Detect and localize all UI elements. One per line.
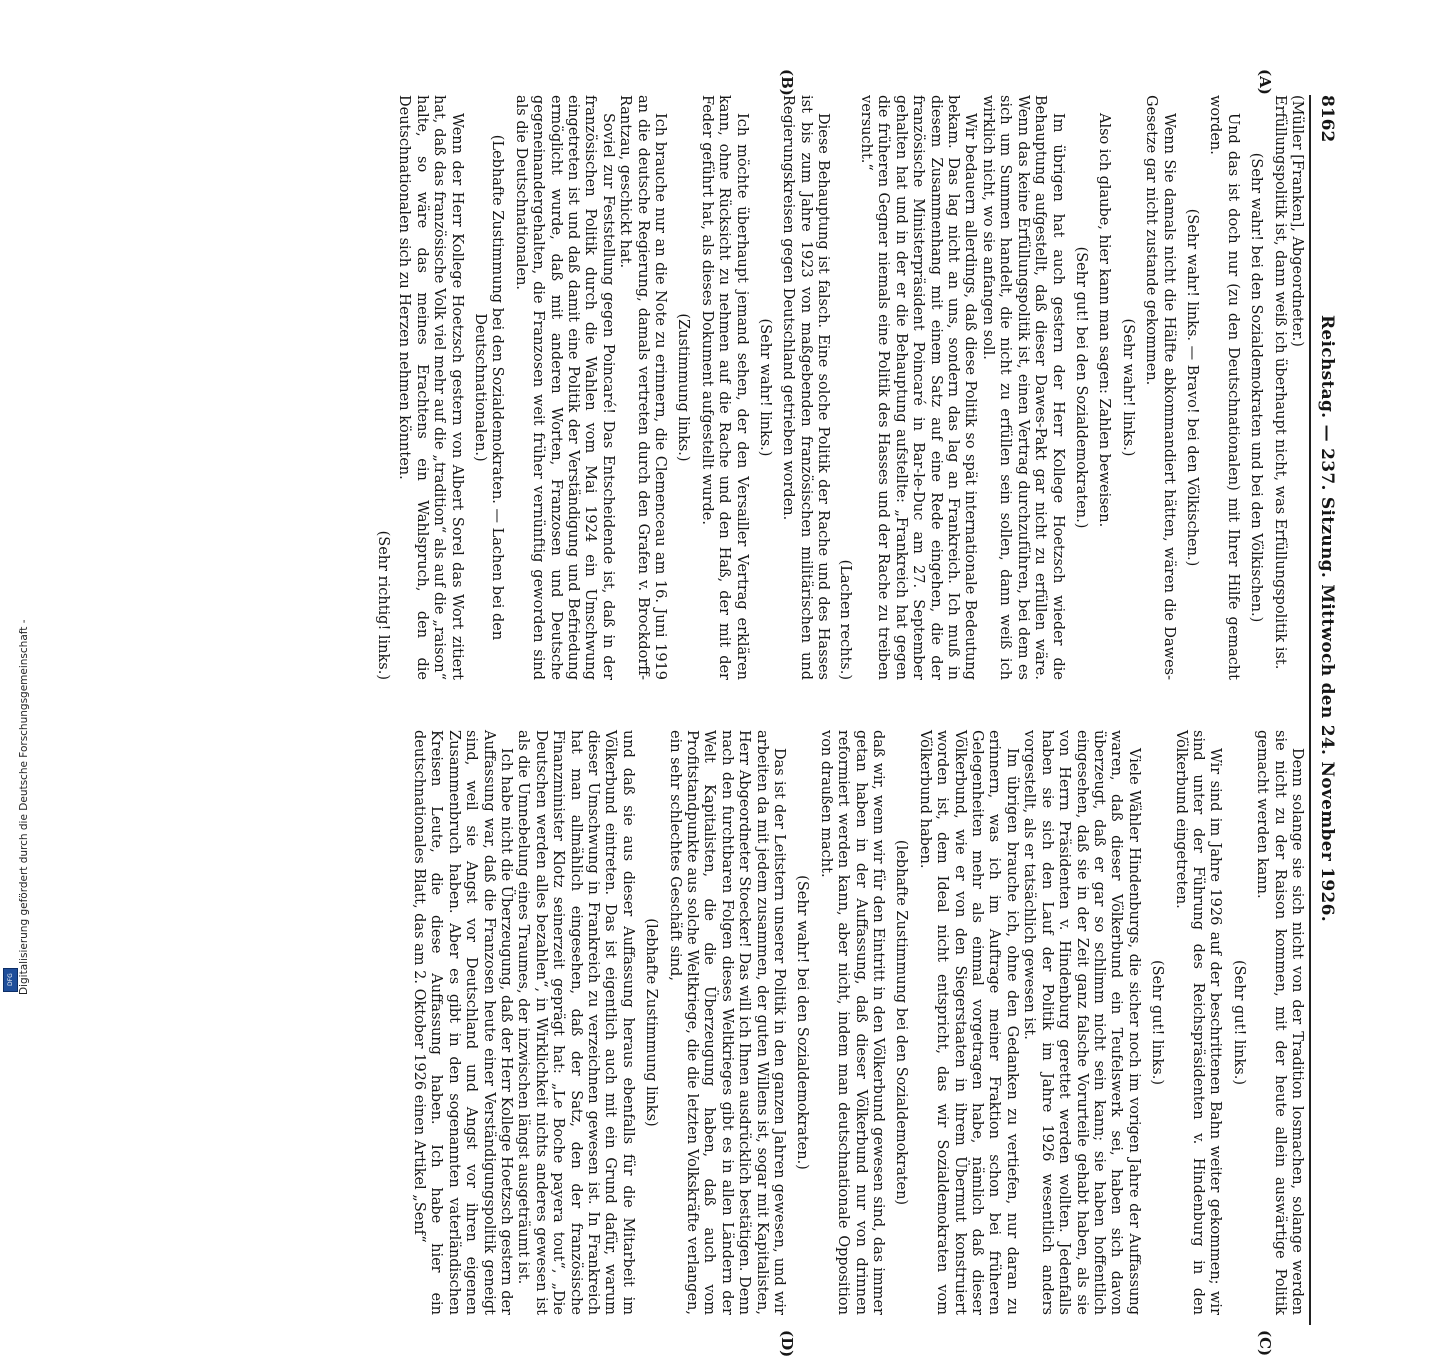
interjection: (Sehr wahr! bei den Sozialdemokraten.): [794, 875, 811, 1170]
paragraph: Erfüllungspolitik ist, dann weiß ich überhaupt nicht, was Erfüllungspolitik ist.: [1271, 95, 1288, 670]
running-head: Reichstag. — 237. Sitzung. Mittwoch den 24. November 1926.: [1317, 315, 1337, 923]
interjection: (Sehr gut! bei den Sozialdemokraten.): [1072, 246, 1089, 529]
paragraph: Ich habe nicht die Überzeugung, daß der Herr Kollege Hoetzsch gestern der Auffassung war, daß die Franzosen heute einer Verständigungspolitik geneigt sind, weil sie Angst vor Deutschland und Angst vor ihren eigenen Zusammenbruch haben. Aber es gibt in den sogenannten vaterländischen Kreisen Leute, die diese Auffassung haben. Ich habe hier ein deutschnationales Blatt, das am 2. Oktober 1926 einen Artikel „Senf“: [410, 730, 514, 1315]
paragraph: Wenn Sie damals nicht die Hälfte abkommandiert hätten, wären die Dawes-Gesetze gar nicht zustande gekommen.: [1143, 95, 1177, 680]
interjection: (Sehr wahr! links. — Bravo! bei den Völkischen.): [1183, 208, 1200, 567]
paragraph: Soviel zur Feststellung gegen Poincaré! Das Entscheidende ist, daß in der französischen Politik durch die Wahlen vom Mai 1924 ein Umschwung eingetreten ist und daß damit eine Politik der Verständigung und Befriedung ermöglicht wurde, daß mit anderen Worten, Franzosen und Deutsche gegeneinandergehalten, die Franzosen weit früher vernünftig geworden sind als die Deutschnationalen.: [512, 95, 616, 680]
paragraph: Wir sind im Jahre 1926 auf der beschrittenen Bahn weiter gekommen; wir sind unter der Führung des Reichspräsidenten v. Hindenburg in den Völkerbund eingetreten.: [1172, 730, 1224, 1315]
paragraph: Ich möchte überhaupt jemand sehen, der den Versailler Vertrag erklären kann, ohne Rücksicht zu nehmen auf die Rache und den Haß, der mit der Feder geführt hat, als dieses Dokument aufgestellt wurde.: [698, 95, 750, 680]
right-column: [410, 730, 1306, 1315]
interjection: (Sehr wahr! links.): [757, 318, 774, 457]
paragraph: Wir bedauern allerdings, daß diese Politik so spät internationale Bedeutung bekam. Das lag nicht an uns, sondern das lag an Frankreich. Ich muß in diesem Zusammenhang mit einem Satz auf eine Rede eingehen, die der französische Ministerpräsident Poincaré in Bar-le-Duc am 27. September gehalten hat und in der er die Behauptung aufstellte: „Frankreich hat gegen die früheren Gegner niemals eine Politik des Hasses und der Rache zu treiben versucht.“: [858, 95, 979, 680]
paragraph: Denn solange sie sich nicht von der Tradition losmachen, solange werden sie nicht zu der Raison kommen, mit der heute allein auswärtige Politik gemacht werden kann.: [1254, 730, 1305, 1315]
interjection: (Sehr wahr! links.): [1119, 318, 1136, 457]
interjection: (lebhafte Zustimmung bei den Sozialdemokraten): [893, 839, 910, 1206]
paragraph: Wenn der Herr Kollege Hoetzsch gestern von Albert Sorel das Wort zitiert hat, daß das französische Volk viel mehr auf die „tradition“ als auf die „raison“ halte, so wäre das meines Erachtens ein Wahlspruch, den die Deutschnationalen sich zu Herzen nehmen könnten.: [396, 95, 465, 680]
paragraph: (Müller [Franken], Abgeordneter.): [1289, 95, 1305, 347]
interjection: (Lachen rechts.): [836, 559, 853, 680]
dfg-logo: [3, 968, 18, 992]
page-header: [1313, 95, 1335, 1325]
margin-mark-c: (C): [1256, 1330, 1274, 1357]
interjection: (Lebhafte Zustimmung bei den Sozialdemokraten. — Lachen bei den Deutschnationalen.): [471, 134, 506, 641]
paragraph: daß wir, wenn wir für den Eintritt in den Völkerbund gewesen sind, das immer getan haben in der Auffassung, daß dieser Völkerbund nur von drinnen reformiert werden kann, aber nicht, indem man deutschnationale Opposition von draußen macht.: [817, 730, 887, 1315]
left-column: [370, 95, 1306, 680]
interjection: (Sehr gut! links.): [1149, 959, 1166, 1086]
interjection: (Sehr wahr! bei den Sozialdemokraten und bei den Völkischen.): [1248, 152, 1265, 623]
document-page: [105, 69, 1337, 1357]
paragraph: und daß sie aus dieser Auffassung heraus ebenfalls für die Mitarbeit im Völkerbund eintreten. Das ist eigentlich auch mit ein Grund dafür, warum dieser Umschwung in Frankreich zu verzeichnen gewesen ist. In Frankreich hat man allmählich eingesehen, daß der Satz, den der französische Finanzminister Klotz seinerzeit geprägt hat: „Le Boche payera tout“, „Die Deutschen werden alles bezahlen“, in Wirklichkeit nichts anderes gewesen ist als die Umnebelung eines Traumes, der inzwischen längst ausgeträumt ist.: [515, 730, 636, 1315]
margin-mark-b: (B): [778, 69, 796, 96]
paragraph: Also ich glaube, hier kann man sagen: Zahlen beweisen.: [1096, 113, 1113, 528]
paragraph: Das ist der Leitstern unserer Politik in den ganzen Jahren gewesen, und wir arbeiten da mit jedem zusammen, der guten Willens ist, sogar mit Kapitalisten, Herr Abgeordneter Stoecker! Das will ich Ihnen ausdrücklich bestätigen. Denn nach den furchtbaren Folgen dieses Weltkrieges gibt es in allen Ländern der Welt Kapitalisten, die die Überzeugung haben, daß auch vom Profitstandpunkte aus solche Weltkriege, die die letzten Volkskräfte verlangen, ein sehr schlechtes Geschäft sind,: [666, 730, 788, 1315]
margin-mark-d: (D): [778, 1330, 796, 1357]
paragraph: Viele Wähler Hindenburgs, die sicher noch im vorigen Jahre der Auffassung waren, daß dieser Völkerbund ein Teufelswerk sei, haben sich davon überzeugt, daß er gar so schlimm nicht sein kann; sie haben hoffentlich eingesehen, daß sie in der Zeit ganz falsche Vorurteile gehabt haben, als sie von Herrn Präsidenten v. Hindenburg gerettet werden wollten. Jedenfalls haben sie sich den Lauf der Politik im Jahre 1926 wesentlich anders vorgestellt, als er tatsächlich gewesen ist.: [1021, 730, 1142, 1315]
digitization-note: Digitalisierung gefördert durch die Deutsche Forschungsgemeinschaft -: [18, 619, 30, 995]
paragraph: Im übrigen brauche ich, ohne den Gedanken zu vertiefen, nur daran zu erinnern, was ich im Auftrage meiner Fraktion schon bei früheren Gelegenheiten mehr als einmal vorgetragen habe, nämlich daß dieser Völkerbund, wie er von den Siegerstaaten in ihrem Übermut konstruiert worden ist, dem Ideal nicht entspricht, das wir Sozialdemokraten vom Völkerbund haben.: [916, 730, 1020, 1315]
page-number: 8162: [1317, 95, 1337, 143]
paragraph: Und das ist doch nur (zu den Deutschnationalen) mit Ihrer Hilfe gemacht worden.: [1207, 95, 1241, 680]
interjection: (Sehr richtig! links.): [374, 530, 391, 680]
interjection: (lebhafte Zustimmung links): [643, 918, 660, 1127]
paragraph: Im übrigen hat auch gestern der Herr Kollege Hoetzsch wieder die Behauptung aufgestellt, daß dieser Dawes-Pakt gar nicht zu erfüllen wäre. Wenn das keine Erfüllungspolitik ist, einen Vertrag durchzuführen, bei dem es sich um Summen handelt, die nicht zu erfüllen sein sollen, dann weiß ich wirklich nicht, wo sie anfangen soll.: [979, 95, 1066, 680]
interjection: (Zustimmung links.): [675, 313, 692, 462]
dfg-logo-text: DFG: [7, 973, 14, 987]
paragraph: Ich brauche nur an die Note zu erinnern, die Clemenceau am 16. Juni 1919 an die deutsche Regierung, damals vertreten durch den Grafen v. Brockdorff-Rantzau, geschickt hat.: [617, 95, 668, 680]
margin-mark-a: (A): [1256, 69, 1274, 95]
paragraph: Diese Behauptung ist falsch. Eine solche Politik der Rache und des Hasses ist bis zum Jahre 1923 von maßgebenden französischen militärischen und Regierungskreisen gegen Deutschland getrieben worden.: [780, 95, 832, 680]
header-rule: [1309, 95, 1311, 1325]
interjection: (Sehr gut! links.): [1230, 959, 1247, 1086]
